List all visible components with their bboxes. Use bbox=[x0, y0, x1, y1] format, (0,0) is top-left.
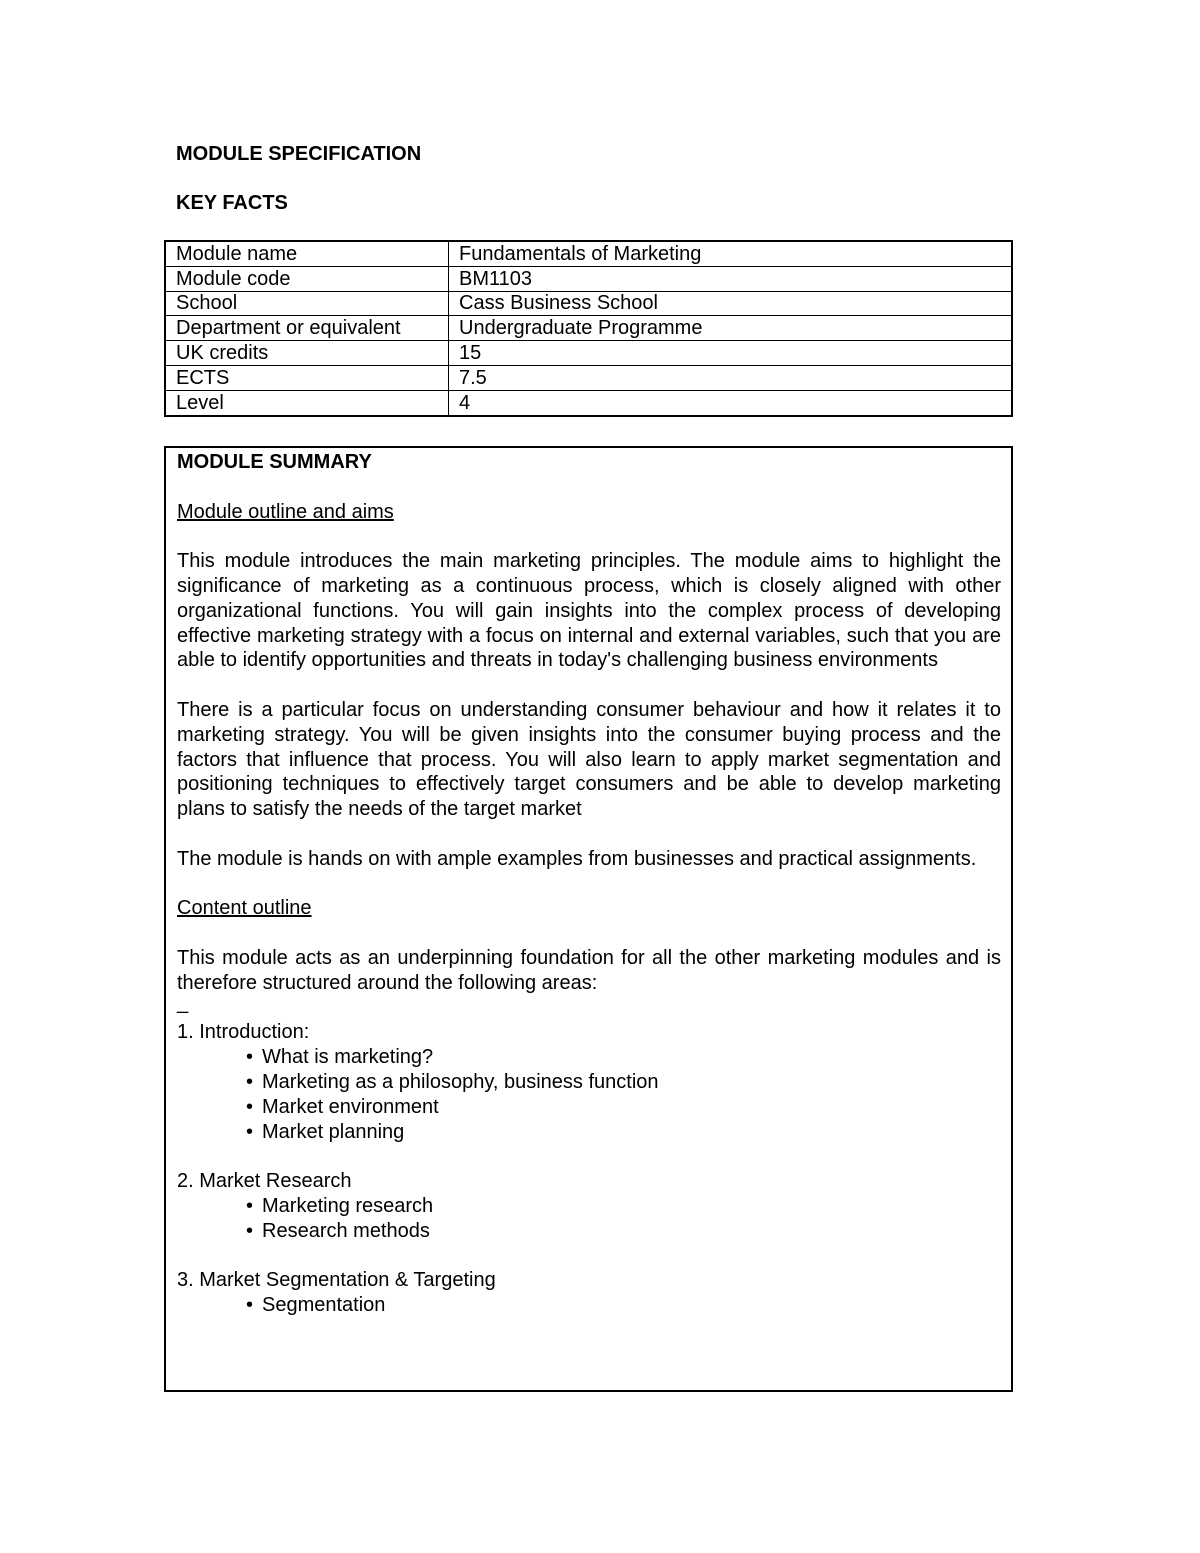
section-title: 1. Introduction: bbox=[177, 1021, 310, 1044]
list-item-text: Market environment bbox=[262, 1095, 439, 1118]
table-row bbox=[165, 365, 1012, 390]
bullet-icon: • bbox=[246, 1070, 254, 1093]
table-row bbox=[165, 266, 1012, 291]
list-item-text: Marketing research bbox=[262, 1194, 434, 1217]
bullet-list bbox=[177, 1045, 1001, 1144]
fact-label: Module name bbox=[165, 241, 449, 266]
key-facts-table bbox=[164, 240, 1013, 417]
table-row bbox=[165, 291, 1012, 316]
bullet-icon: • bbox=[246, 1095, 254, 1118]
bullet-icon: • bbox=[246, 1120, 254, 1143]
outline-heading: Module outline and aims bbox=[177, 500, 394, 523]
fact-label: UK credits bbox=[165, 341, 449, 366]
content-paragraph: This module acts as an underpinning foundation for all the other marketing modules and is therefore structured around the following areas: bbox=[177, 946, 1001, 994]
fact-value: 15 bbox=[449, 341, 1013, 366]
fact-label: Module code bbox=[165, 266, 449, 291]
fact-value: Undergraduate Programme bbox=[449, 316, 1013, 341]
table-row bbox=[165, 341, 1012, 366]
key-facts-heading: KEY FACTS bbox=[176, 192, 288, 214]
list-item bbox=[246, 1120, 1001, 1145]
outline-paragraph: There is a particular focus on understanding consumer behaviour and how it relates it to marketing strategy. You will be given insights into the consumer buying process and the factors that influence that process. You will also learn to apply market segmentation and positioning techniques to effectively target consumers and be able to develop marketing plans to satisfy the needs of the target market bbox=[177, 698, 1001, 821]
list-item-text: Marketing as a philosophy, business function bbox=[262, 1070, 659, 1093]
list-item-text: What is marketing? bbox=[262, 1046, 434, 1069]
fact-value: BM1103 bbox=[449, 266, 1013, 291]
list-item bbox=[246, 1293, 1001, 1318]
outline-paragraph: This module introduces the main marketing principles. The module aims to highlight the significance of marketing as a continuous process, which is closely aligned with other organizational functions. You will gain insights into the complex process of developing effective marketing strategy with a focus on internal and external variables, such that you are able to identify opportunities and threats in today's challenging business environments bbox=[177, 550, 1001, 672]
fact-value: Cass Business School bbox=[449, 291, 1013, 316]
list-item bbox=[246, 1070, 1001, 1095]
list-item-text: Market planning bbox=[262, 1120, 405, 1143]
fact-label: ECTS bbox=[165, 365, 449, 390]
list-item bbox=[246, 1194, 1001, 1219]
module-summary-content bbox=[177, 448, 1001, 1318]
section-title: 2. Market Research bbox=[177, 1170, 352, 1193]
content-outline-heading: Content outline bbox=[177, 897, 312, 920]
bullet-icon: • bbox=[246, 1194, 254, 1217]
list-item bbox=[246, 1219, 1001, 1244]
fact-value: Fundamentals of Marketing bbox=[449, 241, 1013, 266]
fact-label: Department or equivalent bbox=[165, 316, 449, 341]
bullet-icon: • bbox=[246, 1219, 254, 1242]
list-item bbox=[246, 1045, 1001, 1070]
document-title: MODULE SPECIFICATION bbox=[176, 143, 422, 165]
blank-marker: _ bbox=[177, 991, 189, 1014]
bullet-icon: • bbox=[246, 1046, 254, 1069]
table-row bbox=[165, 316, 1012, 341]
outline-paragraph: The module is hands on with ample examples from businesses and practical assignments. bbox=[177, 847, 977, 870]
fact-value: 7.5 bbox=[449, 365, 1013, 390]
fact-label: Level bbox=[165, 390, 449, 415]
module-summary-heading: MODULE SUMMARY bbox=[177, 451, 372, 473]
section-title: 3. Market Segmentation & Targeting bbox=[177, 1269, 496, 1292]
module-summary-box bbox=[164, 446, 1013, 1392]
fact-value: 4 bbox=[449, 390, 1013, 415]
list-item-text: Segmentation bbox=[262, 1294, 386, 1317]
fact-label: School bbox=[165, 291, 449, 316]
bullet-icon: • bbox=[246, 1294, 254, 1317]
list-item-text: Research methods bbox=[262, 1219, 430, 1242]
table-row bbox=[165, 390, 1012, 415]
bullet-list bbox=[177, 1194, 1001, 1244]
table-row bbox=[165, 241, 1012, 266]
list-item bbox=[246, 1095, 1001, 1120]
bullet-list bbox=[177, 1293, 1001, 1318]
